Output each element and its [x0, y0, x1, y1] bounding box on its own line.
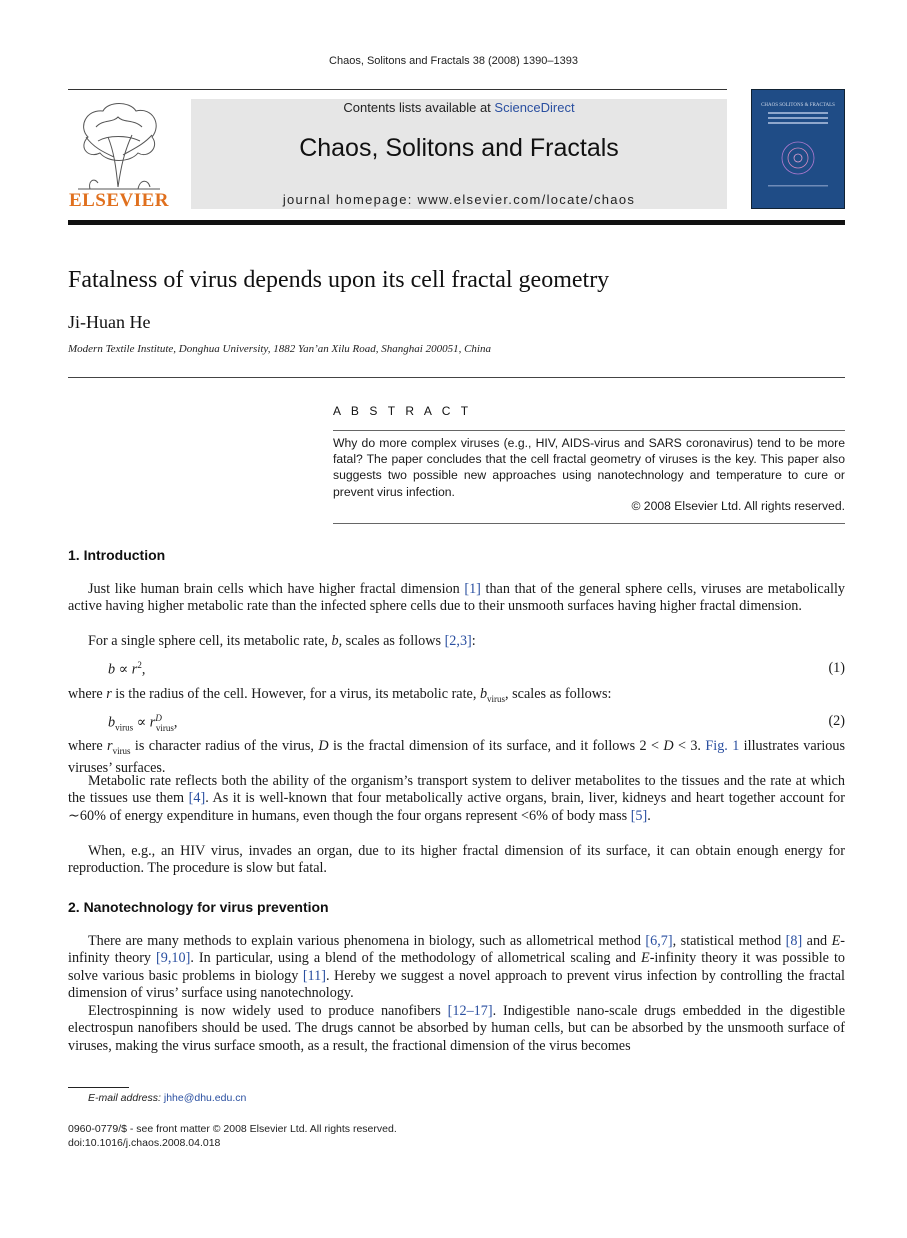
- abstract-top-rule: [333, 430, 845, 431]
- ref-12-17-link[interactable]: [12–17]: [447, 1003, 493, 1019]
- ref-5-link[interactable]: [5]: [630, 807, 648, 824]
- contents-prefix: Contents lists available at: [343, 100, 495, 115]
- section-2-paragraph-2: Electrospinning is now widely used to produce nanofibers [12–17]. Indigestible nano-scale drugs embedded in the digestible electrospun nanofibers should be used. The drugs cannot be absorbed by human cells, but can be absorbed by the unsmooth surface of viruses, making the virus surface smooth, as a result, the fractional dimension of the virus becomes: [68, 1003, 846, 1054]
- journal-cover-image: [751, 89, 845, 209]
- ref-4-link[interactable]: [4]: [188, 790, 206, 807]
- section-1-paragraph-1: Just like human brain cells which have higher fractal dimension [1] than that of the general sphere cells, viruses are metabolically active having higher metabolic rate than the infected sphere cells due to their unsmooth surfaces having higher fractal dimension.: [68, 581, 845, 615]
- equation-2-number: (2): [828, 713, 845, 729]
- header-thick-rule: [68, 220, 845, 225]
- section-2-heading: 2. Nanotechnology for virus prevention: [68, 899, 329, 915]
- top-rule: [68, 89, 727, 90]
- section-1-paragraph-3: where r is the radius of the cell. However, for a virus, its metabolic rate, $b_{virus}$, scales as follows:: [68, 686, 612, 704]
- title-rule: [68, 377, 845, 378]
- ref-1-link[interactable]: [1]: [464, 581, 481, 597]
- section-1-heading: 1. Introduction: [68, 547, 166, 563]
- sciencedirect-link[interactable]: ScienceDirect: [494, 100, 575, 115]
- section-1-paragraph-6: When, e.g., an HIV virus, invades an organ, due to its higher fractal dimension of its surface, it can obtain enough energy for reproduction. The procedure is slow but fatal.: [68, 843, 845, 877]
- running-head: Chaos, Solitons and Fractals 38 (2008) 1390–1393: [329, 55, 578, 67]
- section-1-paragraph-5: Metabolic rate reflects both the ability of the organism’s transport system to deliver metabolites to the tissues and the rate at which the tissues use them [4]. As it is well-known that four metabolically active organs, brain, liver, kidneys and heart together account for ∼60% of energy expenditure in humans, even though the four organs represent <6% of body mass [5].: [68, 773, 846, 824]
- equation-2: $b_{virus} \propto r^D_{virus}$,: [108, 713, 178, 733]
- author-name: Ji-Huan He: [68, 312, 151, 332]
- author-email-link[interactable]: jhhe@dhu.edu.cn: [163, 1092, 247, 1104]
- ref-2-3-link[interactable]: [2,3]: [444, 633, 472, 649]
- equation-1: $b \propto r^2$,: [108, 660, 146, 678]
- ref-6-7-link[interactable]: [6,7]: [645, 933, 673, 949]
- section-1-paragraph-4: where $r_{virus}$ is character radius of the virus, D is the fractal dimension of its surface, and it follows 2 < D < 3. Fig. 1 illustrates various viruses’ surfaces.: [68, 738, 845, 777]
- footnote-issn: 0960-0779/$ - see front matter © 2008 Elsevier Ltd. All rights reserved.: [68, 1123, 397, 1135]
- ref-11-link[interactable]: [11]: [302, 967, 326, 984]
- elsevier-wordmark: ELSEVIER: [68, 190, 170, 211]
- abstract-copyright: © 2008 Elsevier Ltd. All rights reserved.: [631, 499, 845, 513]
- author-affiliation: Modern Textile Institute, Donghua University, 1882 Yan’an Xilu Road, Shanghai 200051, China: [68, 343, 491, 355]
- ref-8-link[interactable]: [8]: [785, 933, 803, 949]
- footnote-email: E-mail address: jhhe@dhu.edu.cn: [88, 1092, 247, 1104]
- journal-title: Chaos, Solitons and Fractals: [299, 134, 619, 162]
- footnote-doi[interactable]: doi:10.1016/j.chaos.2008.04.018: [68, 1137, 221, 1149]
- section-1-paragraph-2: For a single sphere cell, its metabolic rate, b, scales as follows [2,3]:: [88, 633, 476, 649]
- ref-9-10-link[interactable]: [9,10]: [156, 950, 191, 967]
- abstract-bottom-rule: [333, 523, 845, 524]
- cover-title: CHAOS SOLITONS & FRACTALS: [761, 103, 835, 108]
- contents-line: [191, 100, 727, 115]
- footnote-rule: [68, 1087, 129, 1088]
- journal-homepage[interactable]: journal homepage: www.elsevier.com/locate/chaos: [282, 192, 636, 207]
- article-title: Fatalness of virus depends upon its cell fractal geometry: [68, 267, 610, 293]
- abstract-text: Why do more complex viruses (e.g., HIV, AIDS-virus and SARS coronavirus) tend to be more fatal? The paper concludes that the cell fractal geometry of viruses is the key. This paper also suggests two possible new approaches using nanotechnology and temperature to cure or prevent virus infection.: [333, 436, 845, 499]
- abstract-heading: A B S T R A C T: [333, 404, 472, 418]
- equation-1-number: (1): [828, 660, 845, 676]
- fig-1-link[interactable]: Fig. 1: [705, 738, 740, 754]
- section-2-paragraph-1: There are many methods to explain various phenomena in biology, such as allometrical method [6,7], statistical method [8] and E-infinity theory [9,10]. In particular, using a blend of the methodology of allometrical scaling and E-infinity theory it was possible to solve various basic problems in biology [11]. Hereby we suggest a novel approach to prevent virus infection by controlling the fractal dimension of virus’ surface using nanotechnology.: [68, 933, 845, 1002]
